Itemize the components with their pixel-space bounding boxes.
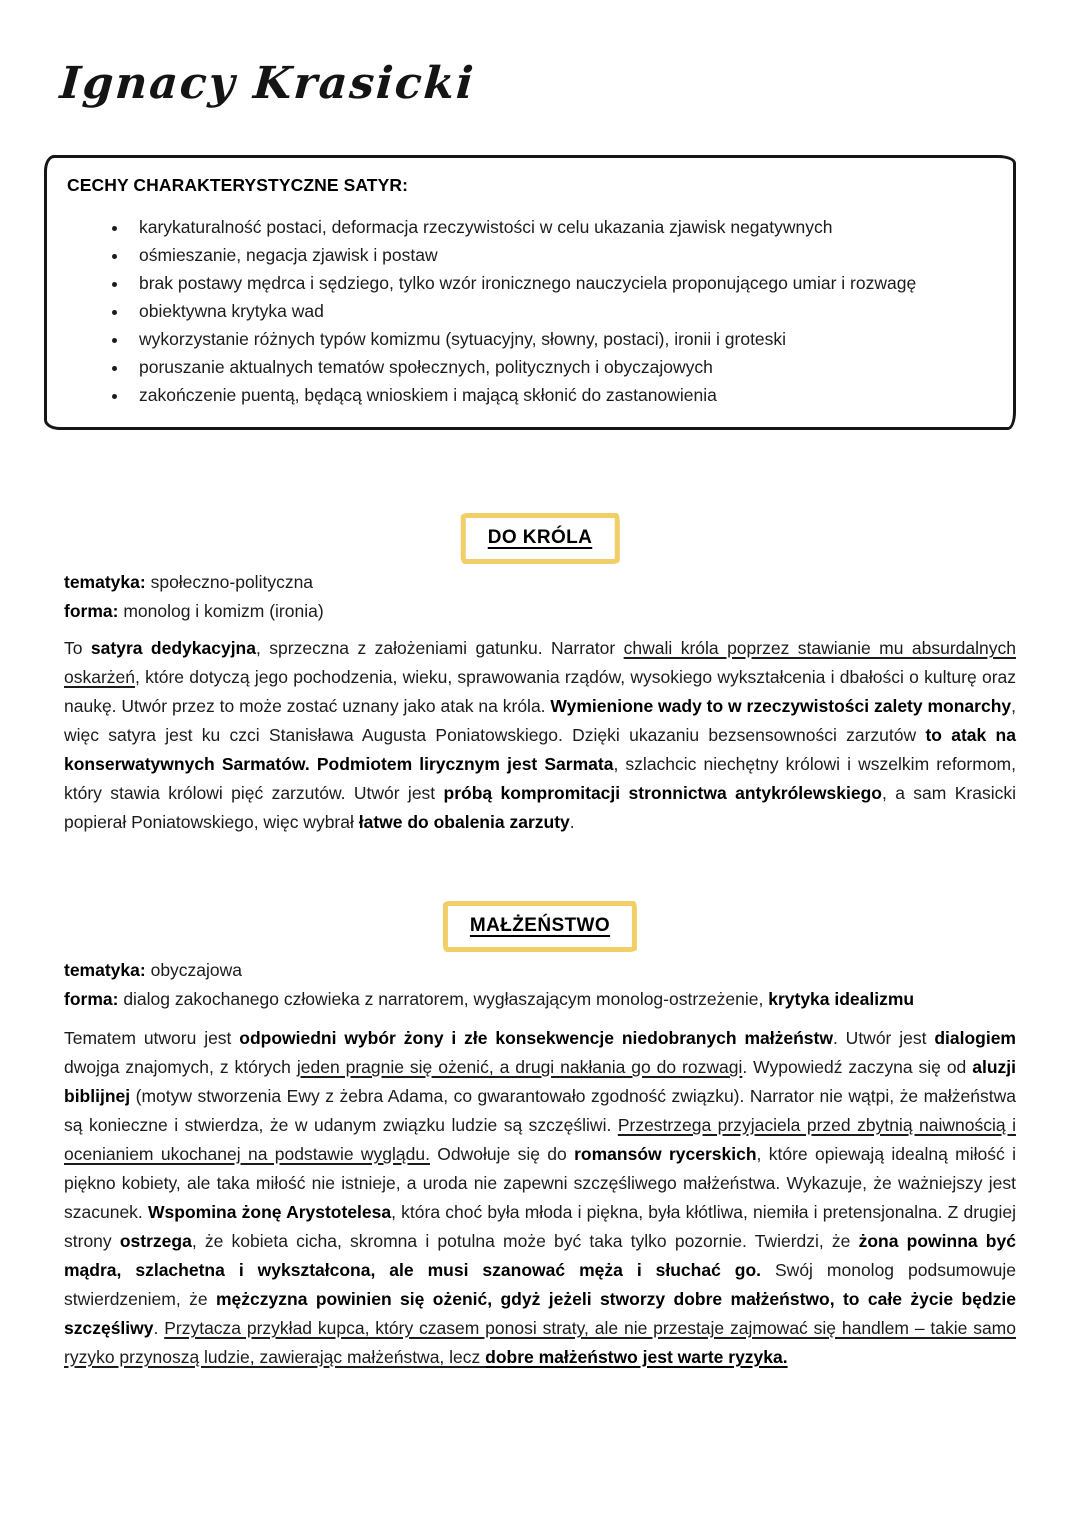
text-run: ostrzega bbox=[119, 1231, 192, 1251]
text-run: , które opiewają idealną miłość i piękno kobiety, ale taka miłość nie istnieje, a uroda nie zapewni szczęśliwego małżeństwa. Wykazuje, że ważniejszy jest szacunek. bbox=[64, 1144, 1016, 1222]
page-title: Ignacy Krasicki bbox=[58, 58, 477, 109]
text-run: jeden pragnie się ożenić, a drugi nakłania go do rozwagi bbox=[296, 1057, 743, 1077]
satire-features-box bbox=[44, 155, 1016, 430]
feature-item: • ośmieszanie, negacja zjawisk i postaw bbox=[129, 241, 993, 269]
text-run: tematyka: bbox=[64, 572, 146, 592]
text-run: To bbox=[64, 638, 91, 658]
text-run: krytyka idealizmu bbox=[768, 989, 915, 1009]
section-meta-do-krola bbox=[64, 568, 1016, 626]
tematyka-line bbox=[64, 956, 1016, 985]
feature-item: • poruszanie aktualnych tematów społecznych, politycznych i obyczajowych bbox=[129, 353, 993, 381]
section-paragraph-malzenstwo bbox=[64, 1024, 1016, 1372]
feature-item: • zakończenie puentą, będącą wnioskiem i mającą skłonić do zastanowienia bbox=[129, 381, 993, 409]
text-run: , która choć była młoda i piękna, była kłótliwa, niemiła i pretensjonalna. Z drugiej strony bbox=[64, 1202, 1017, 1251]
text-run: Wspomina żonę Arystotelesa bbox=[148, 1202, 392, 1222]
text-run: żona powinna być mądra, szlachetna i wykształcona, ale musi szanować męża i słuchać go. bbox=[64, 1231, 1016, 1280]
text-run: dwojga znajomych, z których bbox=[64, 1057, 297, 1077]
text-run: , a sam Krasicki popierał Poniatowskiego, więc wybrał bbox=[64, 783, 1016, 832]
text-run: chwali króla poprzez stawianie mu absurdalnych oskarżeń bbox=[64, 638, 1016, 687]
text-run: , że kobieta cicha, skromna i potulna może być taka tylko pozornie. Twierdzi, że bbox=[191, 1231, 859, 1251]
text-run: forma: bbox=[64, 601, 119, 621]
text-run: Odwołuje się do bbox=[429, 1144, 575, 1164]
feature-item: • karykaturalność postaci, deformacja rzeczywistości w celu ukazania zjawisk negatywnych bbox=[129, 213, 993, 241]
text-run: tematyka: bbox=[64, 960, 146, 980]
section-heading-box-do-krola bbox=[461, 513, 620, 564]
text-run: Przytacza przykład kupca, który czasem ponosi straty, ale nie przestaje zajmować się handlem – takie samo ryzyko przynoszą ludzie, zawierając małżeństwa, lecz bbox=[64, 1318, 1016, 1367]
tematyka-line bbox=[64, 568, 1016, 597]
text-run: dialog zakochanego człowieka z narratorem, wygłaszającym monolog-ostrzeżenie, bbox=[118, 989, 769, 1009]
text-run: . bbox=[153, 1318, 165, 1338]
section-heading-do-krola: DO KRÓLA bbox=[487, 527, 593, 548]
section-meta-malzenstwo bbox=[64, 956, 1016, 1014]
text-run: , sprzeczna z założeniami gatunku. Narrator bbox=[255, 638, 624, 658]
text-run: społeczno-polityczna bbox=[145, 572, 314, 592]
text-run: Przestrzega przyjaciela przed zbytnią naiwnością i ocenianiem ukochanej na podstawie wyglądu. bbox=[64, 1115, 1016, 1164]
text-run: Tematem utworu jest bbox=[64, 1028, 240, 1048]
feature-item: • obiektywna krytyka wad bbox=[129, 297, 993, 325]
text-run: Wymienione wady to w rzeczywistości zalety monarchy bbox=[550, 696, 1012, 716]
features-list bbox=[67, 213, 993, 409]
section-paragraph-do-krola bbox=[64, 634, 1016, 837]
text-run: Swój monolog podsumowuje stwierdzeniem, że bbox=[64, 1260, 1016, 1309]
text-run: , które dotyczą jego pochodzenia, wieku, sprawowania rządów, wysokiego wykształcenia i dbałości o kulturę oraz naukę. Utwór przez to może zostać uznany jako atak na króla. bbox=[64, 667, 1016, 716]
section-heading-box-malzenstwo bbox=[443, 901, 637, 952]
text-run: (motyw stworzenia Ewy z żebra Adama, co gwarantowało zgodność związku). Narrator nie wątpi, że małżeństwa są konieczne i stwierdza, że w udanym związku ludzie są szczęśliwi. bbox=[64, 1086, 1016, 1135]
text-run: aluzji biblijnej bbox=[64, 1057, 1016, 1106]
feature-item: • brak postawy mędrca i sędziego, tylko wzór ironicznego nauczyciela proponującego umiar i rozwagę bbox=[129, 269, 993, 297]
text-run: obyczajowa bbox=[145, 960, 243, 980]
text-run: . bbox=[569, 812, 575, 832]
text-run: dialogiem bbox=[934, 1028, 1016, 1048]
section-heading-malzenstwo: MAŁŻEŃSTWO bbox=[469, 915, 611, 936]
text-run: to atak na konserwatywnych Sarmatów. Podmiotem lirycznym jest Sarmata bbox=[64, 725, 1016, 774]
forma-line bbox=[64, 985, 1016, 1014]
text-run: próbą kompromitacji stronnictwa antykrólewskiego bbox=[443, 783, 882, 803]
text-run: łatwe do obalenia zarzuty bbox=[358, 812, 570, 832]
text-run: . Utwór jest bbox=[832, 1028, 935, 1048]
forma-line bbox=[64, 597, 1016, 626]
text-run: mężczyzna powinien się ożenić, gdyż jeżeli stworzy dobre małżeństwo, to całe życie będzie szczęśliwy bbox=[64, 1289, 1017, 1338]
feature-item: • wykorzystanie różnych typów komizmu (sytuacyjny, słowny, postaci), ironii i groteski bbox=[129, 325, 993, 353]
features-box-heading: CECHY CHARAKTERYSTYCZNE SATYR: bbox=[67, 175, 409, 195]
text-run: . Wypowiedź zaczyna się od bbox=[742, 1057, 973, 1077]
text-run: , więc satyra jest ku czci Stanisława Augusta Poniatowskiego. Dzięki ukazaniu bezsensowności zarzutów bbox=[64, 696, 1016, 745]
text-run: , szlachcic niechętny królowi i wszelkim reformom, który stawia królowi pięć zarzutów. Utwór jest bbox=[64, 754, 1016, 803]
text-run: satyra dedykacyjna bbox=[90, 638, 256, 658]
text-run: romansów rycerskich bbox=[574, 1144, 757, 1164]
text-run: forma: bbox=[64, 989, 119, 1009]
text-run: odpowiedni wybór żony i złe konsekwencje niedobranych małżeństw bbox=[239, 1028, 833, 1048]
text-run: dobre małżeństwo jest warte ryzyka. bbox=[485, 1347, 788, 1367]
text-run: monolog i komizm (ironia) bbox=[118, 601, 324, 621]
